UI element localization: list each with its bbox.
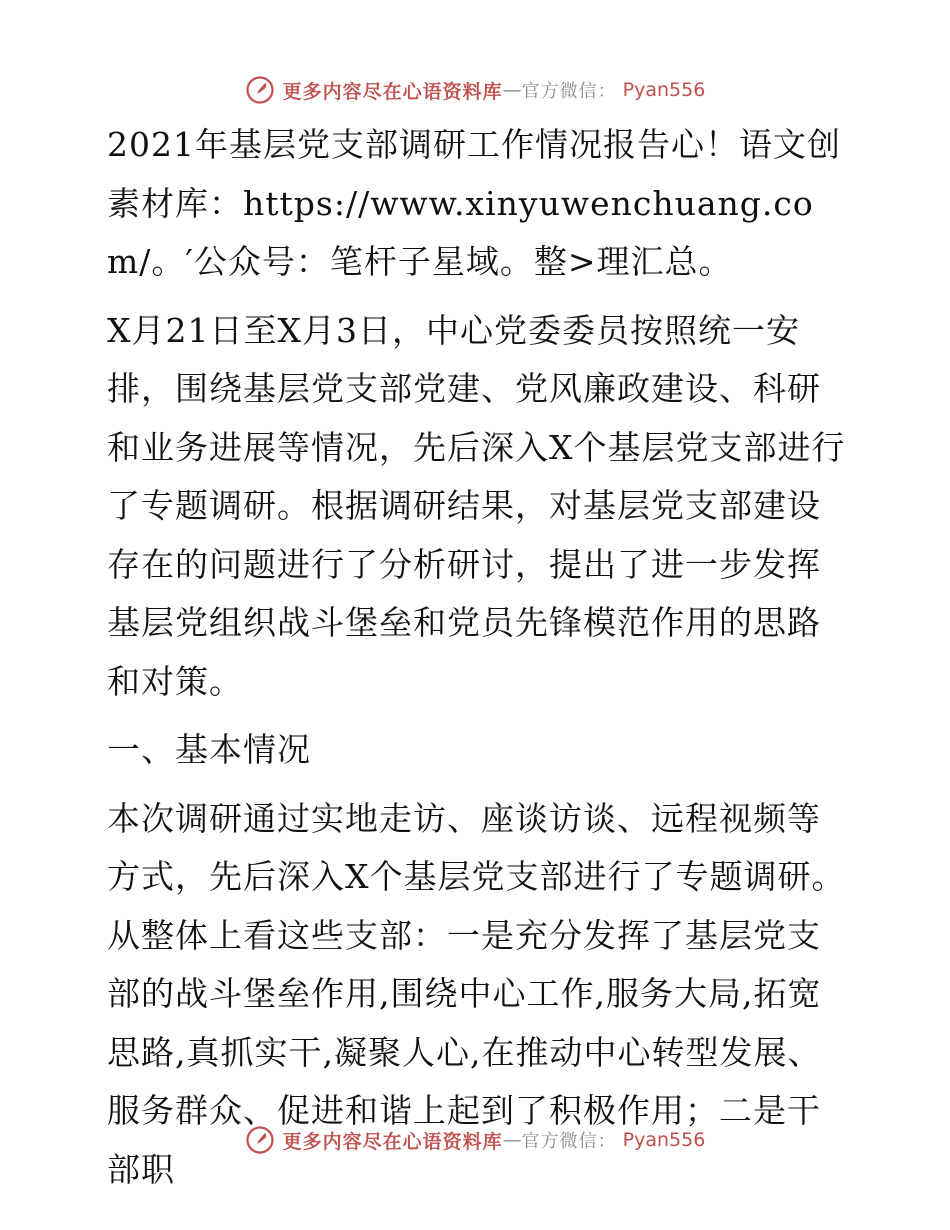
footer-banner	[0, 1120, 950, 1160]
banner-separator: —	[502, 79, 522, 101]
banner-wechat-id: Pyan556	[622, 1129, 706, 1151]
section-heading: 一、基本情况	[107, 730, 311, 769]
banner-sub-text: 官方微信：	[521, 81, 617, 102]
intro-paragraph: X月21日至X月3日，中心党委委员按照统一安排，围绕基层党支部党建、党风廉政建设、科研和业务进展等情况，先后深入X个基层党支部进行了专题调研。根据调研结果，对基层党支部建设存在的问题进行了分析研讨，提出了进一步发挥基层党组织战斗堡垒和党员先锋模范作用的思路和对策。	[107, 310, 846, 701]
banner-wechat-id: Pyan556	[622, 79, 706, 101]
header-banner	[0, 70, 950, 110]
quill-logo-icon	[245, 1125, 275, 1155]
quill-logo-icon	[245, 75, 275, 105]
title-paragraph: 2021年基层党支部调研工作情况报告心！语文创素材库：https://www.xinyuwenchuang.com/。′公众号：笔杆子星域。整>理汇总。	[107, 125, 841, 281]
banner-sub-text: 官方微信：	[521, 1131, 617, 1152]
body-paragraph: 本次调研通过实地走访、座谈访谈、远程视频等方式，先后深入X个基层党支部进行了专题调研。从整体上看这些支部：一是充分发挥了基层党支部的战斗堡垒作用,围绕中心工作,服务大局,拓宽思路,真抓实干,凝聚人心,在推动中心转型发展、服务群众、促进和谐上起到了积极作用；二是干部职	[107, 798, 846, 1189]
document-body	[97, 116, 853, 1209]
banner-main-text: 更多内容尽在心语资料库	[282, 1130, 503, 1153]
banner-separator: —	[502, 1129, 522, 1151]
banner-main-text: 更多内容尽在心语资料库	[282, 80, 503, 103]
